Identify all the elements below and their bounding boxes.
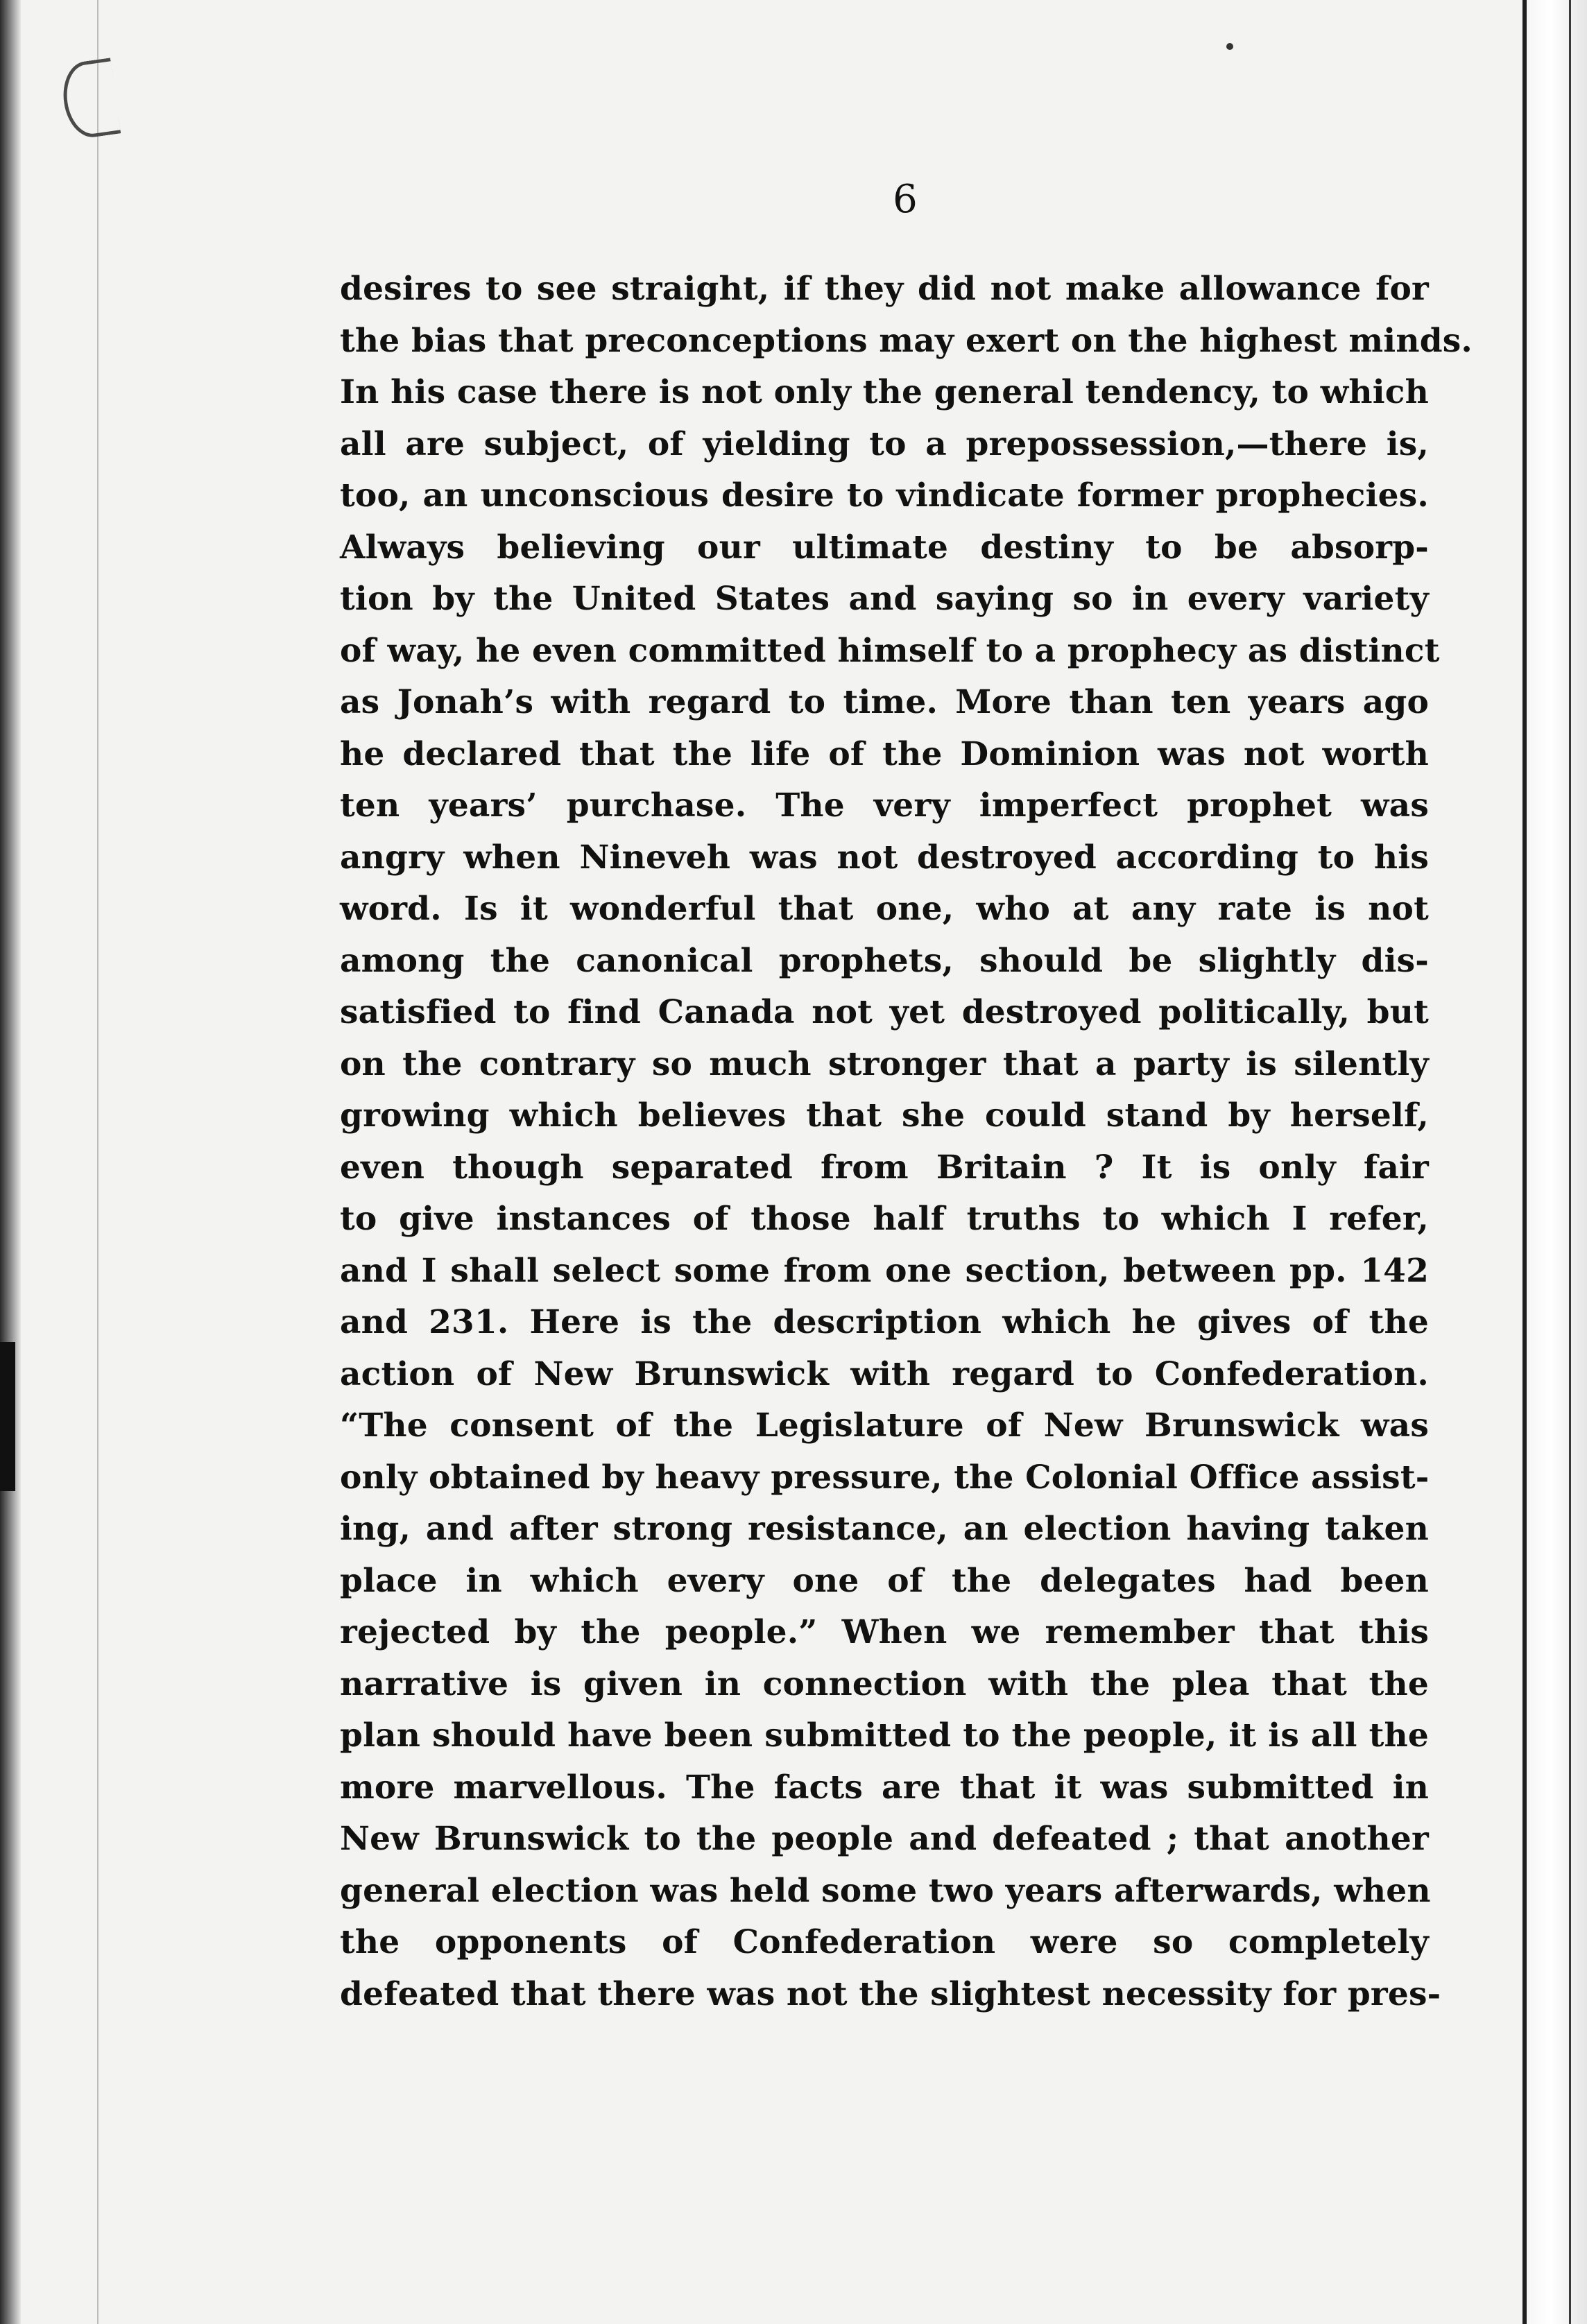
text-line: to give instances of those half truths to which I refer,	[340, 1200, 1429, 1238]
corner-pencil-mark	[59, 58, 121, 140]
text-line: more marvellous. The facts are that it was submitted in	[340, 1768, 1429, 1807]
text-line: Always believing our ultimate destiny to be absorp-	[340, 528, 1429, 567]
text-line: he declared that the life of the Dominion was not worth	[340, 734, 1429, 773]
text-line: among the canonical prophets, should be slightly dis-	[340, 941, 1429, 980]
text-line: ten years’ purchase. The very imperfect prophet was	[340, 786, 1429, 825]
text-line: “The consent of the Legislature of New Brunswick was	[340, 1406, 1429, 1445]
text-line: and I shall select some from one section, between pp. 142	[340, 1251, 1429, 1290]
binding-clip-mark	[0, 1342, 15, 1491]
text-line: on the contrary so much stronger that a party is silently	[340, 1044, 1429, 1083]
text-line: word. Is it wonderful that one, who at any rate is not	[340, 890, 1429, 928]
page-number: 6	[893, 177, 918, 222]
text-line: New Brunswick to the people and defeated ; that another	[340, 1820, 1429, 1858]
text-line: and 231. Here is the description which he gives of the	[340, 1303, 1429, 1341]
text-line: general election was held some two years afterwards, when	[340, 1871, 1431, 1910]
text-line: as Jonah’s with regard to time. More than ten years ago	[340, 683, 1429, 721]
text-line: of way, he even committed himself to a prophecy as distinct	[340, 631, 1440, 670]
text-line: satisfied to find Canada not yet destroyed politically, but	[340, 993, 1429, 1031]
left-margin-rule	[97, 0, 98, 2324]
text-line: even though separated from Britain ? It is only fair	[340, 1148, 1429, 1187]
right-edge-line	[1569, 0, 1571, 2324]
text-line: defeated that there was not the slightest necessity for pres-	[340, 1974, 1441, 2013]
text-line: desires to see straight, if they did not make allowance for	[340, 270, 1429, 308]
right-page-edge	[1527, 0, 1587, 2324]
left-page-edge	[0, 0, 21, 2324]
text-line: tion by the United States and saying so in every variety	[340, 580, 1429, 618]
text-line: narrative is given in connection with the plea that the	[340, 1664, 1429, 1703]
text-line: In his case there is not only the general tendency, to which	[340, 373, 1429, 411]
text-line: the bias that preconceptions may exert on the highest minds.	[340, 321, 1473, 360]
text-line: all are subject, of yielding to a prepossession,—there is,	[340, 424, 1429, 463]
ink-dot	[1226, 43, 1233, 50]
body-text	[340, 264, 1473, 2020]
text-line: rejected by the people.” When we remember that this	[340, 1613, 1429, 1651]
text-line: place in which every one of the delegates had been	[340, 1561, 1429, 1600]
text-line: the opponents of Confederation were so completely	[340, 1923, 1429, 1961]
text-line: action of New Brunswick with regard to Confederation.	[340, 1354, 1429, 1393]
text-line: too, an unconscious desire to vindicate former prophecies.	[340, 476, 1429, 515]
text-line: ing, and after strong resistance, an election having taken	[340, 1510, 1429, 1548]
text-line: plan should have been submitted to the people, it is all the	[340, 1716, 1429, 1755]
text-line: growing which believes that she could stand by herself,	[340, 1096, 1429, 1135]
text-line: angry when Nineveh was not destroyed according to his	[340, 838, 1429, 877]
text-line: only obtained by heavy pressure, the Colonial Office assist-	[340, 1458, 1430, 1497]
